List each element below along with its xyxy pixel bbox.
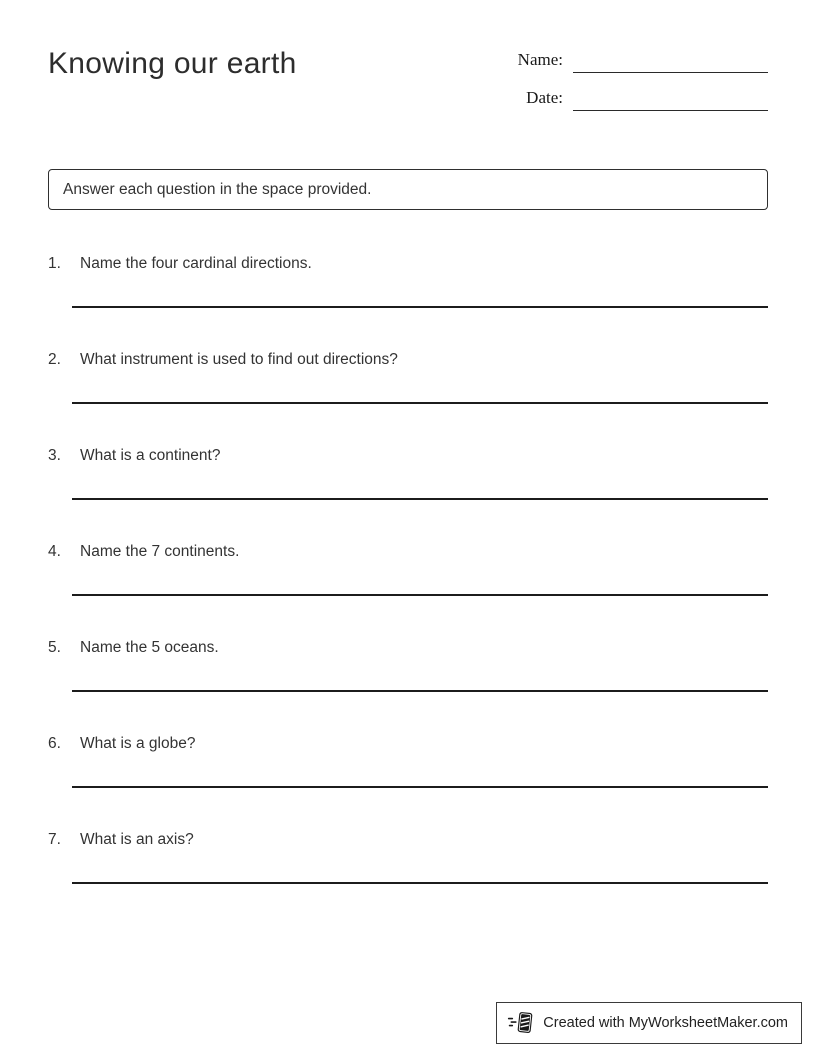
answer-blank-line [72,882,768,884]
page-title: Knowing our earth [48,47,297,80]
question-number: 3. [48,447,61,464]
question-row [48,445,768,467]
question-row [48,349,768,371]
question-text: Name the four cardinal directions. [80,255,312,272]
worksheet-header [0,0,816,169]
question-item-1 [48,253,768,308]
question-row [48,829,768,851]
question-text: Name the 5 oceans. [80,639,219,656]
question-row [48,733,768,755]
question-row [48,253,768,275]
answer-blank-line [72,690,768,692]
question-text: What is a globe? [80,735,196,752]
answer-blank-line [72,498,768,500]
instructions-box [48,169,768,210]
question-row [48,637,768,659]
date-blank-line [573,110,768,111]
question-number: 4. [48,543,61,560]
question-row [48,541,768,563]
instructions-text: Answer each question in the space provided. [63,180,372,198]
question-list [48,253,768,884]
name-label: Name: [517,50,563,69]
name-field-row [515,50,768,74]
question-item-4 [48,541,768,596]
date-field-row [515,88,768,112]
question-text: Name the 7 continents. [80,543,240,560]
name-blank-line [573,72,768,73]
flying-document-icon [507,1008,535,1038]
question-item-5 [48,637,768,692]
answer-blank-line [72,594,768,596]
question-number: 5. [48,639,61,656]
answer-blank-line [72,786,768,788]
question-item-7 [48,829,768,884]
name-date-block [515,50,768,126]
question-number: 6. [48,735,61,752]
question-text: What is an axis? [80,831,194,848]
credit-badge [496,1002,802,1044]
question-number: 1. [48,255,61,272]
question-text: What instrument is used to find out directions? [80,351,398,368]
credit-text: Created with MyWorksheetMaker.com [543,1015,788,1031]
question-item-6 [48,733,768,788]
answer-blank-line [72,402,768,404]
answer-blank-line [72,306,768,308]
question-item-3 [48,445,768,500]
question-item-2 [48,349,768,404]
date-label: Date: [526,88,563,107]
question-number: 2. [48,351,61,368]
question-text: What is a continent? [80,447,221,464]
question-number: 7. [48,831,61,848]
